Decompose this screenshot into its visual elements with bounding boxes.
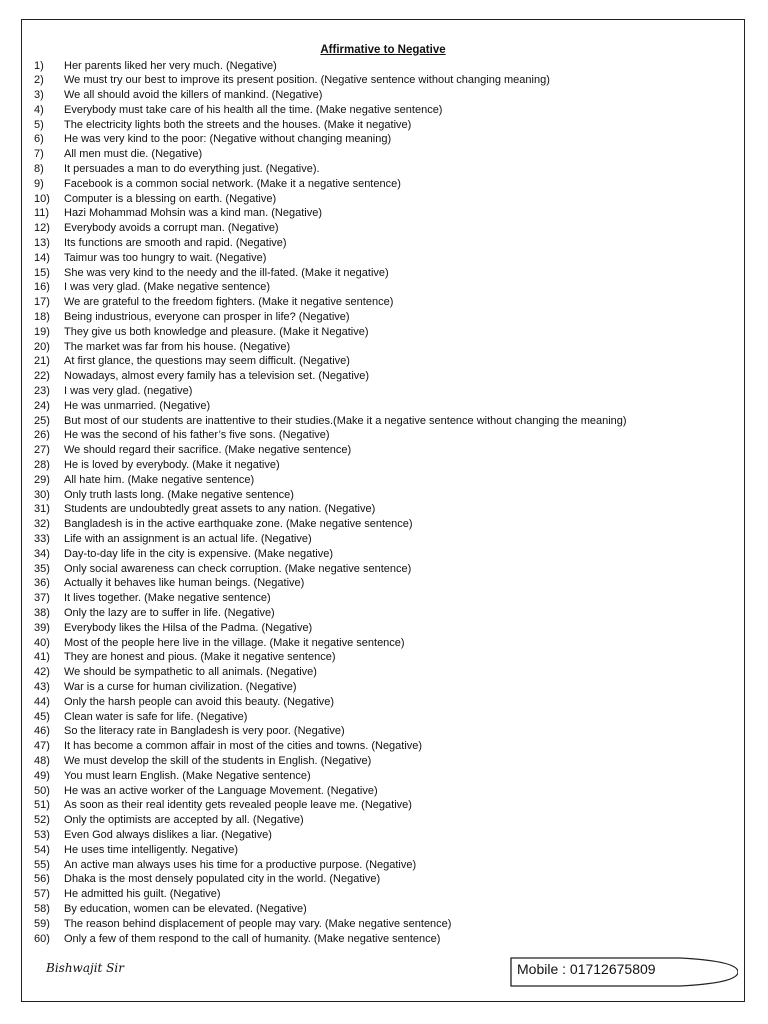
item-number: 42) xyxy=(34,666,50,679)
item-text: Bangladesh is in the active earthquake zone. (Make negative sentence) xyxy=(64,518,413,531)
list-item xyxy=(34,251,734,266)
item-number: 35) xyxy=(34,562,50,575)
list-item xyxy=(34,665,734,680)
list-item xyxy=(34,177,734,192)
item-number: 10) xyxy=(34,192,50,205)
item-text: He admitted his guilt. (Negative) xyxy=(64,888,221,901)
item-number: 19) xyxy=(34,325,50,338)
item-number: 23) xyxy=(34,385,50,398)
list-item xyxy=(34,266,734,281)
item-text: All hate him. (Make negative sentence) xyxy=(64,473,255,486)
item-text: Only social awareness can check corruption. (Make negative sentence) xyxy=(64,562,412,575)
list-item xyxy=(34,458,734,473)
item-text: I was very glad. (negative) xyxy=(64,385,193,398)
list-item xyxy=(34,473,734,488)
item-number: 8) xyxy=(34,163,44,176)
item-text: Life with an assignment is an actual life. (Negative) xyxy=(64,533,312,545)
item-text: Only the lazy are to suffer in life. (Negative) xyxy=(64,606,275,619)
item-text: Clean water is safe for life. (Negative) xyxy=(64,710,248,723)
list-item xyxy=(34,443,734,458)
list-item xyxy=(34,636,734,651)
list-item xyxy=(34,162,734,177)
list-item xyxy=(34,710,734,725)
item-number: 28) xyxy=(34,459,50,472)
item-number: 11) xyxy=(34,207,50,220)
list-item xyxy=(34,828,734,843)
list-item xyxy=(34,147,734,162)
item-text: All men must die. (Negative) xyxy=(64,148,203,161)
list-item xyxy=(34,547,734,562)
item-number: 47) xyxy=(34,740,50,753)
list-item xyxy=(34,887,734,902)
item-text: Everybody must take care of his health all the time. (Make negative sentence) xyxy=(64,103,443,116)
item-number: 50) xyxy=(34,784,50,797)
item-number: 58) xyxy=(34,902,50,915)
list-item xyxy=(34,902,734,917)
item-number: 25) xyxy=(34,414,50,427)
list-item xyxy=(34,562,734,577)
item-number: 18) xyxy=(34,311,50,324)
item-text: The electricity lights both the streets and the houses. (Make it negative) xyxy=(64,118,412,131)
list-item xyxy=(34,932,734,947)
item-number: 38) xyxy=(34,606,50,619)
list-item xyxy=(34,858,734,873)
item-text: Her parents liked her very much. (Negative) xyxy=(64,59,277,72)
item-text: But most of our students are inattentive to their studies.(Make it a negative sentence without changing the meaning) xyxy=(64,414,627,427)
item-text: We are grateful to the freedom fighters. (Make it negative sentence) xyxy=(64,296,394,309)
item-number: 45) xyxy=(34,710,50,723)
item-number: 54) xyxy=(34,843,50,856)
item-number: 41) xyxy=(34,651,50,664)
item-number: 12) xyxy=(34,222,50,235)
item-number: 32) xyxy=(34,518,50,531)
list-item xyxy=(34,295,734,310)
page-border xyxy=(21,19,745,1002)
item-text: He uses time intelligently. Negative) xyxy=(64,843,239,856)
item-text: Facebook is a common social network. (Make it a negative sentence) xyxy=(64,177,401,190)
item-text: As soon as their real identity gets revealed people leave me. (Negative) xyxy=(64,799,412,812)
author-signature: Bishwajit Sir xyxy=(46,961,124,975)
item-text: War is a curse for human civilization. (Negative) xyxy=(64,680,297,693)
item-text: Only the optimists are accepted by all. (Negative) xyxy=(64,814,304,827)
item-number: 34) xyxy=(34,547,50,560)
item-number: 20) xyxy=(34,340,50,353)
list-item xyxy=(34,695,734,710)
item-number: 33) xyxy=(34,533,50,545)
list-item xyxy=(34,399,734,414)
list-item xyxy=(34,813,734,828)
item-text: He was the second of his father’s five sons. (Negative) xyxy=(64,429,330,442)
item-number: 31) xyxy=(34,503,50,516)
item-number: 39) xyxy=(34,621,50,634)
list-item xyxy=(34,606,734,621)
item-text: We must develop the skill of the students in English. (Negative) xyxy=(64,754,372,767)
list-item xyxy=(34,650,734,665)
item-text: Even God always dislikes a liar. (Negative) xyxy=(64,828,272,841)
item-text: He is loved by everybody. (Make it negative) xyxy=(64,459,280,472)
item-text: We must try our best to improve its present position. (Negative sentence without changing meaning) xyxy=(64,74,550,87)
list-item xyxy=(34,103,734,118)
item-number: 57) xyxy=(34,888,50,901)
item-text: Day-to-day life in the city is expensive. (Make negative) xyxy=(64,547,334,560)
item-number: 60) xyxy=(34,932,50,945)
list-item xyxy=(34,621,734,636)
item-text: It has become a common affair in most of the cities and towns. (Negative) xyxy=(64,740,423,753)
item-number: 51) xyxy=(34,799,50,812)
item-text: Only a few of them respond to the call of humanity. (Make negative sentence) xyxy=(64,932,441,945)
item-text: At first glance, the questions may seem difficult. (Negative) xyxy=(64,355,350,368)
list-item xyxy=(34,917,734,932)
item-number: 30) xyxy=(34,488,50,501)
list-item xyxy=(34,192,734,207)
item-text: Hazi Mohammad Mohsin was a kind man. (Negative) xyxy=(64,207,322,220)
list-item xyxy=(34,310,734,325)
item-text: They give us both knowledge and pleasure. (Make it Negative) xyxy=(64,325,369,338)
list-item xyxy=(34,354,734,369)
item-number: 46) xyxy=(34,725,50,738)
item-text: She was very kind to the needy and the ill-fated. (Make it negative) xyxy=(64,266,389,279)
item-text: We all should avoid the killers of mankind. (Negative) xyxy=(64,89,323,102)
item-number: 1) xyxy=(34,59,44,72)
list-item xyxy=(34,517,734,532)
item-number: 3) xyxy=(34,89,44,102)
item-text: So the literacy rate in Bangladesh is very poor. (Negative) xyxy=(64,725,345,738)
list-item xyxy=(34,414,734,429)
item-number: 7) xyxy=(34,148,44,161)
list-item xyxy=(34,325,734,340)
item-number: 40) xyxy=(34,636,50,649)
list-item xyxy=(34,488,734,503)
item-number: 16) xyxy=(34,281,50,294)
exercise-list xyxy=(34,59,734,947)
item-number: 4) xyxy=(34,103,44,116)
list-item xyxy=(34,724,734,739)
item-number: 24) xyxy=(34,399,50,412)
list-item xyxy=(34,591,734,606)
item-text: He was an active worker of the Language Movement. (Negative) xyxy=(64,784,378,797)
item-number: 17) xyxy=(34,296,50,309)
item-number: 15) xyxy=(34,266,50,279)
list-item xyxy=(34,872,734,887)
item-number: 49) xyxy=(34,769,50,782)
item-number: 36) xyxy=(34,577,50,590)
item-number: 14) xyxy=(34,251,50,264)
list-item xyxy=(34,784,734,799)
item-text: Being industrious, everyone can prosper in life? (Negative) xyxy=(64,311,350,324)
list-item xyxy=(34,739,734,754)
list-item xyxy=(34,206,734,221)
list-item xyxy=(34,280,734,295)
item-number: 27) xyxy=(34,444,50,457)
list-item xyxy=(34,576,734,591)
list-item xyxy=(34,369,734,384)
item-text: Nowadays, almost every family has a television set. (Negative) xyxy=(64,370,370,383)
item-text: Students are undoubtedly great assets to any nation. (Negative) xyxy=(64,503,376,516)
list-item xyxy=(34,132,734,147)
item-text: You must learn English. (Make Negative sentence) xyxy=(64,769,311,782)
item-number: 52) xyxy=(34,814,50,827)
item-number: 2) xyxy=(34,74,44,87)
item-number: 37) xyxy=(34,592,50,605)
list-item xyxy=(34,340,734,355)
mobile-number: Mobile : 01712675809 xyxy=(517,961,656,977)
item-number: 44) xyxy=(34,695,50,708)
item-number: 21) xyxy=(34,355,50,368)
list-item xyxy=(34,118,734,133)
item-number: 9) xyxy=(34,177,44,190)
item-text: I was very glad. (Make negative sentence) xyxy=(64,281,271,294)
page-title: Affirmative to Negative xyxy=(320,44,446,56)
item-number: 48) xyxy=(34,754,50,767)
item-text: He was very kind to the poor: (Negative without changing meaning) xyxy=(64,133,392,146)
list-item xyxy=(34,59,734,74)
item-text: He was unmarried. (Negative) xyxy=(64,399,211,412)
mobile-box xyxy=(510,957,738,987)
item-number: 43) xyxy=(34,680,50,693)
item-text: Actually it behaves like human beings. (Negative) xyxy=(64,577,305,590)
list-item xyxy=(34,221,734,236)
item-number: 13) xyxy=(34,237,50,250)
item-text: An active man always uses his time for a productive purpose. (Negative) xyxy=(64,858,417,871)
item-text: Everybody avoids a corrupt man. (Negative) xyxy=(64,222,279,235)
item-text: Only the harsh people can avoid this beauty. (Negative) xyxy=(64,695,335,708)
item-number: 22) xyxy=(34,370,50,383)
item-number: 26) xyxy=(34,429,50,442)
item-text: Taimur was too hungry to wait. (Negative) xyxy=(64,251,267,264)
item-text: The market was far from his house. (Negative) xyxy=(64,340,291,353)
list-item xyxy=(34,843,734,858)
list-item xyxy=(34,236,734,251)
item-text: Only truth lasts long. (Make negative sentence) xyxy=(64,488,294,501)
item-text: By education, women can be elevated. (Negative) xyxy=(64,902,307,915)
item-number: 56) xyxy=(34,873,50,886)
list-item xyxy=(34,798,734,813)
list-item xyxy=(34,769,734,784)
item-text: It lives together. (Make negative sentence) xyxy=(64,592,271,605)
item-text: Most of the people here live in the village. (Make it negative sentence) xyxy=(64,636,405,649)
list-item xyxy=(34,754,734,769)
item-number: 5) xyxy=(34,118,44,131)
item-number: 53) xyxy=(34,828,50,841)
item-text: Dhaka is the most densely populated city in the world. (Negative) xyxy=(64,873,381,886)
item-number: 6) xyxy=(34,133,44,146)
list-item xyxy=(34,502,734,517)
item-number: 55) xyxy=(34,858,50,871)
item-text: Computer is a blessing on earth. (Negative) xyxy=(64,192,277,205)
list-item xyxy=(34,532,734,547)
item-text: They are honest and pious. (Make it negative sentence) xyxy=(64,651,336,664)
list-item xyxy=(34,88,734,103)
item-text: It persuades a man to do everything just. (Negative). xyxy=(64,163,320,176)
list-item xyxy=(34,680,734,695)
item-text: Its functions are smooth and rapid. (Negative) xyxy=(64,237,287,250)
item-text: We should be sympathetic to all animals. (Negative) xyxy=(64,666,317,679)
list-item xyxy=(34,428,734,443)
list-item xyxy=(34,73,734,88)
item-text: The reason behind displacement of people may vary. (Make negative sentence) xyxy=(64,917,452,930)
item-text: We should regard their sacrifice. (Make negative sentence) xyxy=(64,444,352,457)
item-number: 59) xyxy=(34,917,50,930)
list-item xyxy=(34,384,734,399)
item-text: Everybody likes the Hilsa of the Padma. (Negative) xyxy=(64,621,313,634)
item-number: 29) xyxy=(34,473,50,486)
